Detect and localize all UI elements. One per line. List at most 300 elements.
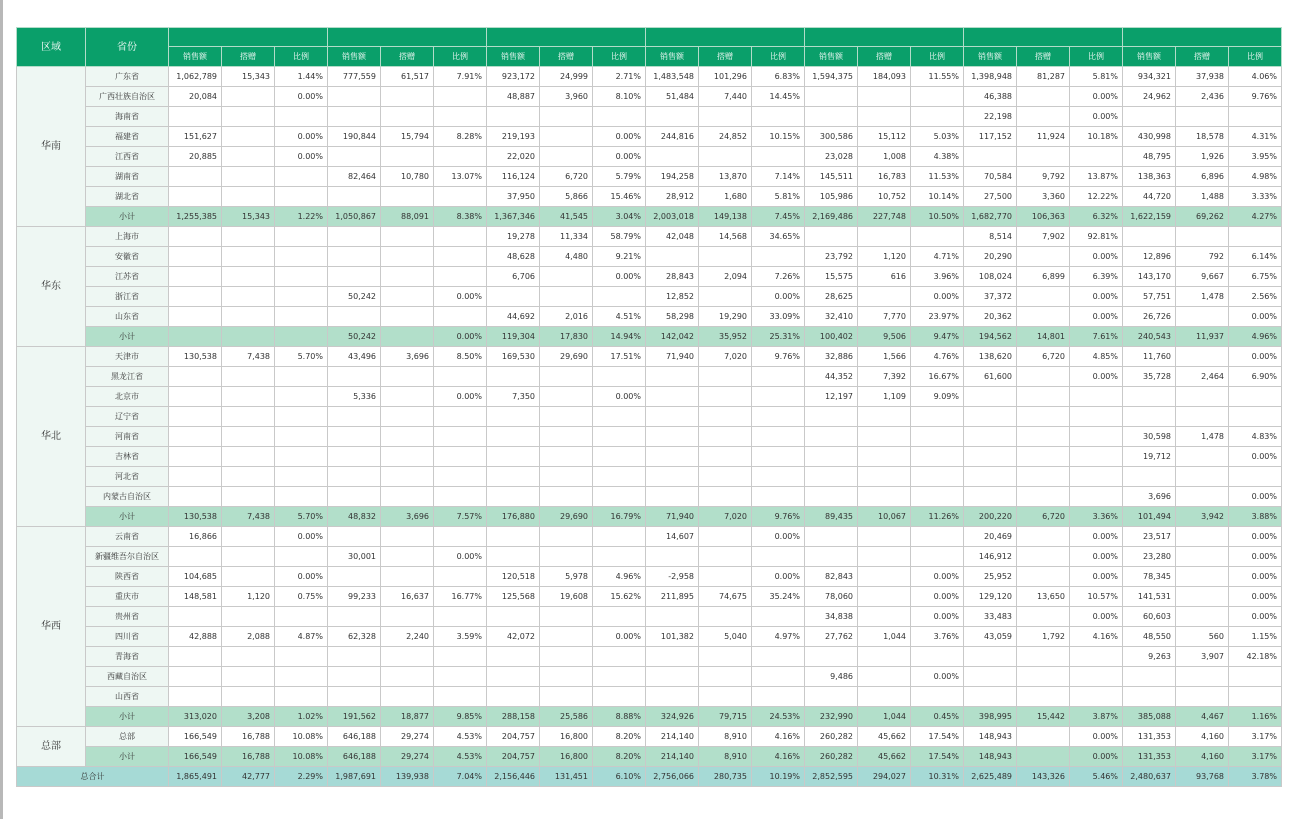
subtotal-cell: 45,662 bbox=[858, 747, 911, 767]
metric-header: 销售额 bbox=[646, 47, 699, 67]
subtotal-cell: 260,282 bbox=[805, 747, 858, 767]
subtotal-cell: 3,208 bbox=[222, 707, 275, 727]
value-cell: 23,792 bbox=[805, 247, 858, 267]
value-cell bbox=[699, 107, 752, 127]
grand-total-cell: 10.31% bbox=[911, 767, 964, 787]
subtotal-cell: 10.50% bbox=[911, 207, 964, 227]
value-cell: 61,517 bbox=[381, 67, 434, 87]
value-cell bbox=[752, 407, 805, 427]
value-cell bbox=[275, 687, 328, 707]
value-cell: 9.09% bbox=[911, 387, 964, 407]
province-cell: 云南省 bbox=[86, 527, 169, 547]
value-cell: 1,120 bbox=[222, 587, 275, 607]
value-cell: 194,258 bbox=[646, 167, 699, 187]
value-cell: 16,788 bbox=[222, 727, 275, 747]
value-cell: 0.00% bbox=[1070, 727, 1123, 747]
value-cell: 6.39% bbox=[1070, 267, 1123, 287]
value-cell: 3,360 bbox=[1017, 187, 1070, 207]
province-cell: 西藏自治区 bbox=[86, 667, 169, 687]
value-cell bbox=[169, 607, 222, 627]
value-cell bbox=[222, 287, 275, 307]
value-cell bbox=[381, 647, 434, 667]
subtotal-cell: 200,220 bbox=[964, 507, 1017, 527]
value-cell bbox=[540, 527, 593, 547]
value-cell bbox=[911, 647, 964, 667]
metric-header: 销售额 bbox=[328, 47, 381, 67]
subtotal-cell: 3,696 bbox=[381, 507, 434, 527]
subtotal-cell: 9,506 bbox=[858, 327, 911, 347]
value-cell bbox=[805, 447, 858, 467]
value-cell bbox=[593, 647, 646, 667]
value-cell: 48,628 bbox=[487, 247, 540, 267]
value-cell bbox=[1176, 547, 1229, 567]
subtotal-cell: 1,044 bbox=[858, 707, 911, 727]
value-cell bbox=[169, 227, 222, 247]
value-cell bbox=[646, 107, 699, 127]
province-cell: 湖北省 bbox=[86, 187, 169, 207]
value-cell bbox=[1017, 547, 1070, 567]
table-row bbox=[17, 487, 1282, 507]
value-cell bbox=[222, 187, 275, 207]
value-cell: 0.00% bbox=[1229, 567, 1282, 587]
metric-header: 销售额 bbox=[169, 47, 222, 67]
value-cell bbox=[1070, 467, 1123, 487]
value-cell: 244,816 bbox=[646, 127, 699, 147]
metric-header: 搭赠 bbox=[381, 47, 434, 67]
value-cell: 26,726 bbox=[1123, 307, 1176, 327]
value-cell: 4.16% bbox=[752, 727, 805, 747]
value-cell bbox=[222, 567, 275, 587]
table-row bbox=[17, 187, 1282, 207]
value-cell: 15,575 bbox=[805, 267, 858, 287]
value-cell bbox=[275, 167, 328, 187]
province-cell: 山西省 bbox=[86, 687, 169, 707]
subtotal-cell: 3.04% bbox=[593, 207, 646, 227]
value-cell: 0.00% bbox=[1229, 527, 1282, 547]
value-cell: 20,084 bbox=[169, 87, 222, 107]
value-cell bbox=[1176, 667, 1229, 687]
value-cell bbox=[699, 687, 752, 707]
value-cell bbox=[540, 147, 593, 167]
subtotal-cell: 204,757 bbox=[487, 747, 540, 767]
value-cell bbox=[169, 267, 222, 287]
value-cell bbox=[275, 107, 328, 127]
value-cell: 16,783 bbox=[858, 167, 911, 187]
value-cell bbox=[1176, 307, 1229, 327]
value-cell bbox=[381, 567, 434, 587]
region-header: 区域 bbox=[17, 28, 86, 67]
value-cell bbox=[434, 487, 487, 507]
subtotal-cell: 1,682,770 bbox=[964, 207, 1017, 227]
value-cell bbox=[1017, 487, 1070, 507]
value-cell: 1,008 bbox=[858, 147, 911, 167]
value-cell: 34.65% bbox=[752, 227, 805, 247]
value-cell: 0.00% bbox=[1070, 247, 1123, 267]
value-cell bbox=[858, 287, 911, 307]
value-cell: 34,838 bbox=[805, 607, 858, 627]
province-cell: 天津市 bbox=[86, 347, 169, 367]
value-cell bbox=[805, 427, 858, 447]
value-cell bbox=[169, 187, 222, 207]
value-cell bbox=[858, 487, 911, 507]
value-cell bbox=[169, 247, 222, 267]
province-cell: 河北省 bbox=[86, 467, 169, 487]
value-cell: 0.00% bbox=[434, 547, 487, 567]
value-cell bbox=[593, 367, 646, 387]
value-cell: 116,124 bbox=[487, 167, 540, 187]
subtotal-cell: 131,353 bbox=[1123, 747, 1176, 767]
value-cell: 0.00% bbox=[275, 127, 328, 147]
value-cell: 29,690 bbox=[540, 347, 593, 367]
value-cell: 1,483,548 bbox=[646, 67, 699, 87]
value-cell: 0.00% bbox=[1070, 107, 1123, 127]
value-cell: 12,852 bbox=[646, 287, 699, 307]
province-cell: 安徽省 bbox=[86, 247, 169, 267]
value-cell bbox=[911, 447, 964, 467]
value-cell bbox=[381, 307, 434, 327]
value-cell: 1,478 bbox=[1176, 287, 1229, 307]
value-cell bbox=[1229, 407, 1282, 427]
subtotal-cell: 240,543 bbox=[1123, 327, 1176, 347]
value-cell: 0.00% bbox=[1070, 287, 1123, 307]
value-cell: 1,488 bbox=[1176, 187, 1229, 207]
value-cell bbox=[540, 427, 593, 447]
subtotal-cell: 3.36% bbox=[1070, 507, 1123, 527]
value-cell: 0.00% bbox=[275, 567, 328, 587]
value-cell: 13,870 bbox=[699, 167, 752, 187]
table-row bbox=[17, 307, 1282, 327]
value-cell bbox=[911, 487, 964, 507]
value-cell bbox=[540, 647, 593, 667]
value-cell: 2.56% bbox=[1229, 287, 1282, 307]
value-cell: 117,152 bbox=[964, 127, 1017, 147]
value-cell bbox=[1229, 687, 1282, 707]
value-cell: 62,328 bbox=[328, 627, 381, 647]
value-cell: 190,844 bbox=[328, 127, 381, 147]
subtotal-cell: 4.96% bbox=[1229, 327, 1282, 347]
value-cell bbox=[487, 467, 540, 487]
region-cell: 华东 bbox=[17, 227, 86, 347]
value-cell bbox=[1017, 387, 1070, 407]
value-cell: 2,088 bbox=[222, 627, 275, 647]
value-cell: 28,843 bbox=[646, 267, 699, 287]
value-cell bbox=[858, 687, 911, 707]
value-cell: 560 bbox=[1176, 627, 1229, 647]
subtotal-cell: 130,538 bbox=[169, 507, 222, 527]
value-cell bbox=[593, 107, 646, 127]
value-cell: 19,290 bbox=[699, 307, 752, 327]
table-row bbox=[17, 87, 1282, 107]
subtotal-cell: 0.45% bbox=[911, 707, 964, 727]
value-cell bbox=[222, 647, 275, 667]
value-cell bbox=[646, 247, 699, 267]
value-cell bbox=[858, 527, 911, 547]
table-row bbox=[17, 367, 1282, 387]
month-header bbox=[169, 28, 328, 47]
value-cell: 4.83% bbox=[1229, 427, 1282, 447]
subtotal-row bbox=[17, 327, 1282, 347]
value-cell bbox=[222, 447, 275, 467]
province-cell: 青海省 bbox=[86, 647, 169, 667]
value-cell bbox=[381, 607, 434, 627]
value-cell bbox=[1123, 387, 1176, 407]
value-cell bbox=[275, 227, 328, 247]
table-row bbox=[17, 727, 1282, 747]
value-cell: 17.54% bbox=[911, 727, 964, 747]
value-cell: 0.00% bbox=[911, 287, 964, 307]
value-cell: 0.00% bbox=[275, 527, 328, 547]
subtotal-cell: 0.00% bbox=[1070, 747, 1123, 767]
subtotal-cell: 14.94% bbox=[593, 327, 646, 347]
metric-header: 比例 bbox=[1229, 47, 1282, 67]
value-cell bbox=[540, 107, 593, 127]
value-cell bbox=[699, 607, 752, 627]
value-cell bbox=[169, 687, 222, 707]
subtotal-label: 小计 bbox=[86, 327, 169, 347]
table-row bbox=[17, 467, 1282, 487]
value-cell bbox=[805, 407, 858, 427]
province-cell: 四川省 bbox=[86, 627, 169, 647]
value-cell: 9,486 bbox=[805, 667, 858, 687]
table-row bbox=[17, 167, 1282, 187]
table-row bbox=[17, 67, 1282, 87]
month-header bbox=[328, 28, 487, 47]
value-cell: 14.45% bbox=[752, 87, 805, 107]
grand-total-cell: 1,987,691 bbox=[328, 767, 381, 787]
value-cell: 28,625 bbox=[805, 287, 858, 307]
value-cell: 4.38% bbox=[911, 147, 964, 167]
value-cell: 2.71% bbox=[593, 67, 646, 87]
value-cell: 20,469 bbox=[964, 527, 1017, 547]
value-cell: 0.00% bbox=[1229, 347, 1282, 367]
value-cell: 0.00% bbox=[911, 607, 964, 627]
value-cell: 7.91% bbox=[434, 67, 487, 87]
month-header bbox=[646, 28, 805, 47]
table-row bbox=[17, 647, 1282, 667]
value-cell bbox=[752, 687, 805, 707]
value-cell: 214,140 bbox=[646, 727, 699, 747]
value-cell bbox=[1070, 427, 1123, 447]
value-cell: 14,568 bbox=[699, 227, 752, 247]
subtotal-cell: 89,435 bbox=[805, 507, 858, 527]
value-cell: 0.00% bbox=[911, 567, 964, 587]
value-cell: 0.00% bbox=[752, 527, 805, 547]
province-cell: 黑龙江省 bbox=[86, 367, 169, 387]
table-row bbox=[17, 587, 1282, 607]
subtotal-cell: 18,877 bbox=[381, 707, 434, 727]
value-cell bbox=[1176, 107, 1229, 127]
value-cell bbox=[1123, 107, 1176, 127]
value-cell: 9.76% bbox=[1229, 87, 1282, 107]
value-cell: 0.00% bbox=[1229, 447, 1282, 467]
value-cell: 6,896 bbox=[1176, 167, 1229, 187]
value-cell bbox=[1229, 387, 1282, 407]
value-cell bbox=[328, 427, 381, 447]
grand-total-cell: 6.10% bbox=[593, 767, 646, 787]
value-cell bbox=[222, 247, 275, 267]
value-cell: 15,794 bbox=[381, 127, 434, 147]
value-cell: 138,620 bbox=[964, 347, 1017, 367]
value-cell bbox=[1123, 687, 1176, 707]
value-cell bbox=[858, 567, 911, 587]
value-cell bbox=[434, 427, 487, 447]
subtotal-cell: 214,140 bbox=[646, 747, 699, 767]
value-cell: 6,720 bbox=[1017, 347, 1070, 367]
value-cell: 82,464 bbox=[328, 167, 381, 187]
value-cell: 0.00% bbox=[593, 387, 646, 407]
table-row bbox=[17, 547, 1282, 567]
value-cell bbox=[275, 407, 328, 427]
value-cell: 81,287 bbox=[1017, 67, 1070, 87]
value-cell bbox=[1017, 107, 1070, 127]
value-cell bbox=[540, 287, 593, 307]
value-cell: 15,112 bbox=[858, 127, 911, 147]
table-row bbox=[17, 527, 1282, 547]
value-cell bbox=[752, 667, 805, 687]
value-cell bbox=[487, 367, 540, 387]
value-cell: 12.22% bbox=[1070, 187, 1123, 207]
value-cell bbox=[1017, 287, 1070, 307]
value-cell bbox=[328, 227, 381, 247]
value-cell bbox=[911, 427, 964, 447]
value-cell: 4.85% bbox=[1070, 347, 1123, 367]
value-cell bbox=[646, 447, 699, 467]
value-cell bbox=[275, 447, 328, 467]
province-cell: 广东省 bbox=[86, 67, 169, 87]
value-cell bbox=[699, 427, 752, 447]
value-cell: 934,321 bbox=[1123, 67, 1176, 87]
value-cell: 0.00% bbox=[1070, 547, 1123, 567]
value-cell: 99,233 bbox=[328, 587, 381, 607]
value-cell: 37,372 bbox=[964, 287, 1017, 307]
value-cell bbox=[434, 227, 487, 247]
value-cell bbox=[699, 647, 752, 667]
value-cell: 0.00% bbox=[434, 287, 487, 307]
region-cell: 华西 bbox=[17, 527, 86, 727]
value-cell: 5,866 bbox=[540, 187, 593, 207]
value-cell: 23,517 bbox=[1123, 527, 1176, 547]
metric-header: 销售额 bbox=[964, 47, 1017, 67]
value-cell: 11,334 bbox=[540, 227, 593, 247]
value-cell bbox=[328, 267, 381, 287]
value-cell bbox=[964, 467, 1017, 487]
metric-header: 比例 bbox=[275, 47, 328, 67]
subtotal-cell: 17,830 bbox=[540, 327, 593, 347]
value-cell bbox=[381, 267, 434, 287]
metric-header: 比例 bbox=[434, 47, 487, 67]
value-cell: 101,382 bbox=[646, 627, 699, 647]
value-cell bbox=[540, 267, 593, 287]
subtotal-cell: 1,622,159 bbox=[1123, 207, 1176, 227]
value-cell bbox=[699, 287, 752, 307]
value-cell: 0.00% bbox=[1229, 487, 1282, 507]
value-cell bbox=[858, 607, 911, 627]
value-cell: 146,912 bbox=[964, 547, 1017, 567]
value-cell: 23,028 bbox=[805, 147, 858, 167]
subtotal-cell: 7,020 bbox=[699, 507, 752, 527]
value-cell: 10.18% bbox=[1070, 127, 1123, 147]
value-cell bbox=[858, 647, 911, 667]
month-header bbox=[805, 28, 964, 47]
value-cell bbox=[328, 87, 381, 107]
value-cell bbox=[1017, 607, 1070, 627]
value-cell bbox=[434, 687, 487, 707]
subtotal-cell: 4.53% bbox=[434, 747, 487, 767]
value-cell: 5.03% bbox=[911, 127, 964, 147]
grand-total-cell: 5.46% bbox=[1070, 767, 1123, 787]
value-cell: 51,484 bbox=[646, 87, 699, 107]
value-cell bbox=[858, 587, 911, 607]
subtotal-cell: 106,363 bbox=[1017, 207, 1070, 227]
grand-total-cell: 3.78% bbox=[1229, 767, 1282, 787]
value-cell bbox=[593, 667, 646, 687]
value-cell bbox=[381, 387, 434, 407]
value-cell bbox=[222, 267, 275, 287]
value-cell: 57,751 bbox=[1123, 287, 1176, 307]
table-row bbox=[17, 227, 1282, 247]
value-cell: 0.00% bbox=[1070, 367, 1123, 387]
value-cell: 151,627 bbox=[169, 127, 222, 147]
value-cell: 0.00% bbox=[1070, 307, 1123, 327]
value-cell bbox=[911, 527, 964, 547]
value-cell: 33.09% bbox=[752, 307, 805, 327]
value-cell bbox=[434, 187, 487, 207]
value-cell: 2,464 bbox=[1176, 367, 1229, 387]
value-cell: 37,938 bbox=[1176, 67, 1229, 87]
table-row bbox=[17, 107, 1282, 127]
value-cell: 28,912 bbox=[646, 187, 699, 207]
value-cell bbox=[805, 227, 858, 247]
value-cell bbox=[169, 427, 222, 447]
value-cell bbox=[911, 547, 964, 567]
value-cell bbox=[275, 467, 328, 487]
value-cell bbox=[805, 547, 858, 567]
value-cell: 25,952 bbox=[964, 567, 1017, 587]
value-cell: 7,350 bbox=[487, 387, 540, 407]
subtotal-cell: 48,832 bbox=[328, 507, 381, 527]
value-cell bbox=[381, 107, 434, 127]
value-cell bbox=[593, 407, 646, 427]
subtotal-cell: 191,562 bbox=[328, 707, 381, 727]
value-cell: 16,866 bbox=[169, 527, 222, 547]
value-cell: 131,353 bbox=[1123, 727, 1176, 747]
value-cell bbox=[1123, 467, 1176, 487]
subtotal-cell: 1.02% bbox=[275, 707, 328, 727]
grand-total-cell: 1,865,491 bbox=[169, 767, 222, 787]
subtotal-cell: 7.61% bbox=[1070, 327, 1123, 347]
value-cell: 9,667 bbox=[1176, 267, 1229, 287]
value-cell bbox=[1017, 407, 1070, 427]
value-cell: 6.14% bbox=[1229, 247, 1282, 267]
value-cell bbox=[434, 407, 487, 427]
value-cell bbox=[328, 527, 381, 547]
value-cell: 105,986 bbox=[805, 187, 858, 207]
value-cell bbox=[699, 667, 752, 687]
value-cell bbox=[540, 487, 593, 507]
value-cell: 16,637 bbox=[381, 587, 434, 607]
subtotal-cell: 1,367,346 bbox=[487, 207, 540, 227]
value-cell bbox=[593, 527, 646, 547]
value-cell: 1,478 bbox=[1176, 427, 1229, 447]
value-cell: 92.81% bbox=[1070, 227, 1123, 247]
value-cell bbox=[646, 687, 699, 707]
subtotal-cell: 11,937 bbox=[1176, 327, 1229, 347]
value-cell bbox=[1176, 407, 1229, 427]
subtotal-cell: 1.16% bbox=[1229, 707, 1282, 727]
value-cell: 792 bbox=[1176, 247, 1229, 267]
subtotal-label: 小计 bbox=[86, 747, 169, 767]
value-cell: 4.96% bbox=[593, 567, 646, 587]
